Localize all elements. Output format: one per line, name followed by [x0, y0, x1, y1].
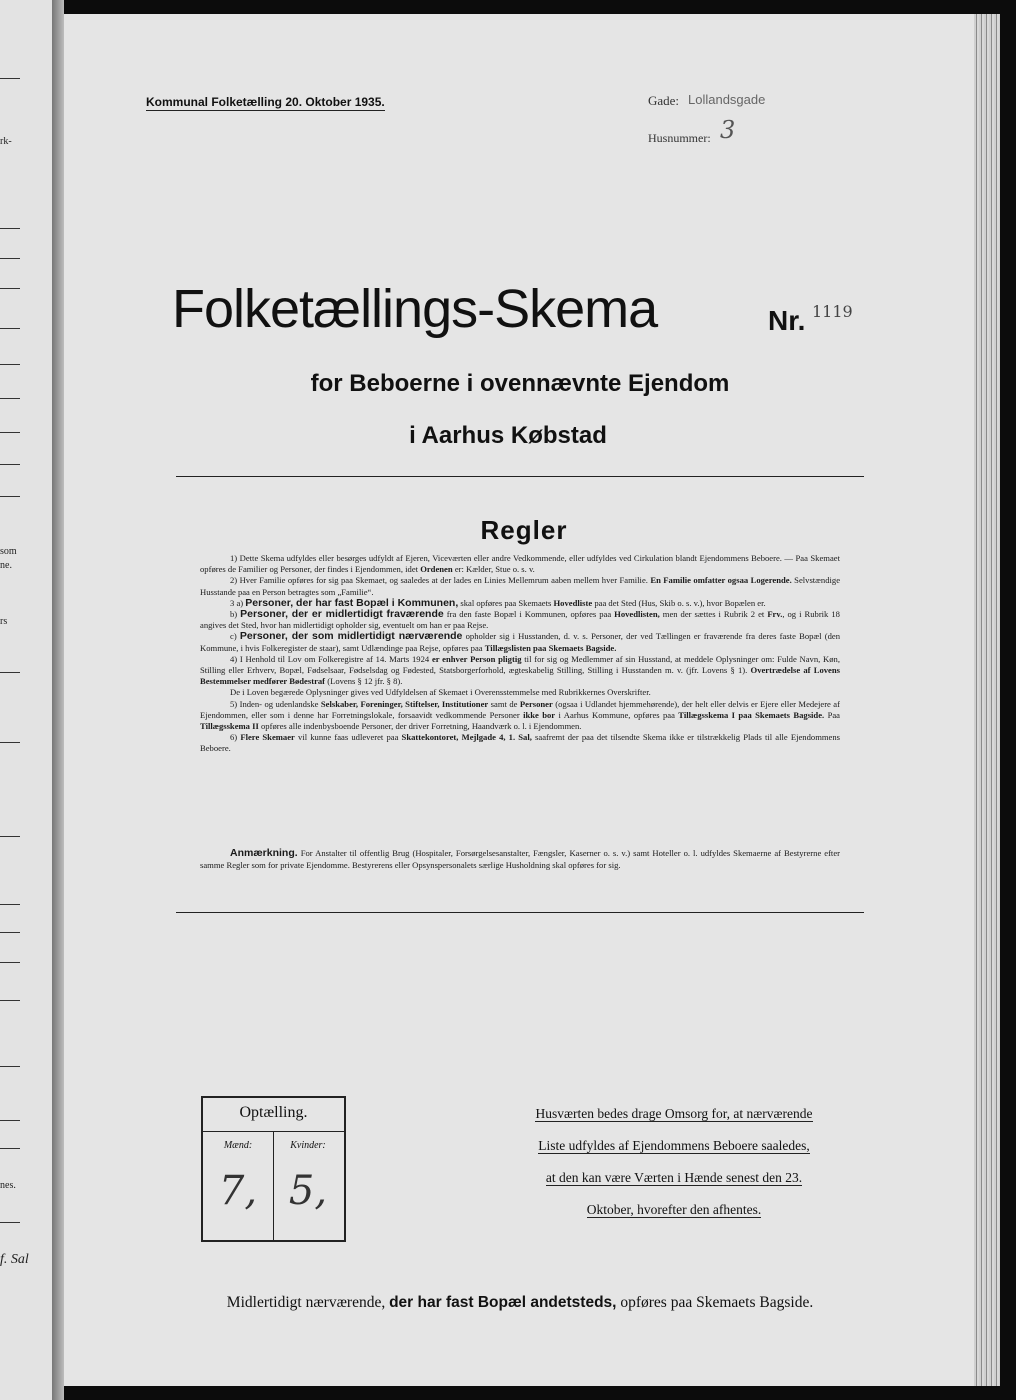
- ruled-line: [0, 288, 20, 289]
- ruled-line: [0, 228, 20, 229]
- divider: [176, 476, 864, 477]
- ruled-line: [0, 496, 20, 497]
- rule-6: 6) Flere Skemaer vil kunne faas udleveret paa Skattekontoret, Mejlgade 4, 1. Sal, saafremt der paa det tilsendte Skema ikke er tilstrækkelig Plads til alle Ejendommens Beboere.: [200, 732, 841, 754]
- men-label: Mænd:: [223, 1140, 253, 1151]
- count-box: [201, 1096, 346, 1242]
- form-title: Folketællings-Skema: [172, 279, 658, 339]
- remark: [200, 848, 840, 871]
- ruled-line: [0, 78, 20, 79]
- form-number-value: 1119: [812, 302, 853, 321]
- footer-note: Midlertidigt nærværende, der har fast Bopæl andetsteds, opføres paa Skemaets Bagside.: [226, 1294, 814, 1311]
- street-value: Lollandsgade: [688, 92, 766, 107]
- page-stack-edge: [974, 14, 1000, 1386]
- ruled-line: [0, 364, 20, 365]
- ruled-line: [0, 328, 20, 329]
- ruled-line: [0, 464, 20, 465]
- form-subtitle: for Beboerne i ovennævnte Ejendom: [310, 370, 730, 397]
- facing-page-edge: [0, 0, 52, 1400]
- rule-3b: b) Personer, der er midlertidigt fraværende fra den faste Bopæl i Kommunen, opføres paa Hovedlisten, men der sættes i Rubrik 2 et Frv., og i Rubrik 18 angives det Sted, hvor han midlertidigt opholder sig, eventuelt om han er paa Rejse.: [200, 608, 840, 631]
- ruled-line: [0, 962, 20, 963]
- facing-page-fragment: rk-: [0, 136, 12, 147]
- facing-page-fragment: rs: [0, 616, 8, 627]
- ruled-line: [0, 1222, 20, 1223]
- form-number-label: Nr.: [768, 305, 806, 336]
- notice-line: Oktober, hvorefter den afhentes.: [586, 1202, 762, 1217]
- census-header: Kommunal Folketælling 20. Oktober 1935.: [146, 95, 385, 109]
- rules-heading: Regler: [480, 515, 568, 545]
- rule-5: 5) Inden- og udenlandske Selskaber, Foreninger, Stiftelser, Institutioner samt de Personer (ogsaa i Udlandet hjemmehørende), der helt eller delvis er Ejere eller Medejere af Ejendommen, eller som i denne har Forretningslokale, forsaavidt vedkommende Personer ikke bor i Aarhus Kommune, opføres paa Tillægsskema I paa Skemaets Bagside. Paa Tillægsskema II opføres alle indenbysboende Personer, der driver Forretning, Haandværk o. l. i Ejendommen.: [200, 698, 840, 732]
- rules-text: [200, 553, 840, 755]
- ruled-line: [0, 1066, 20, 1067]
- rule-4b: De i Loven begærede Oplysninger gives ved Udfyldelsen af Skemaet i Overensstemmelse med Rubrikkernes Overskrifter.: [230, 687, 651, 698]
- women-label: Kvinder:: [290, 1140, 326, 1151]
- ruled-line: [0, 1120, 20, 1121]
- women-count: 5,: [288, 1168, 328, 1214]
- rule-3a: 3 a) Personer, der har fast Bopæl i Kommunen, skal opføres paa Skemaets Hovedliste paa det Sted (Hus, Skib o. s. v.), hvor Bopælen er.: [230, 596, 766, 609]
- rule-4: 4) I Henhold til Lov om Folkeregistre af 14. Marts 1924 er enhver Person pligtig til for sig og Medlemmer af sin Husstand, at meddele Oplysninger om: Fulde Navn, Køn, Stilling eller Erhverv, Bopæl, Fødselsaar, Fødselsdag og Fødested, Statsborgerforhold, ægteskabelig Stilling, Stilling i Husstanden m. v. (jfr. Lovens § 1). Overtrædelse af Lovens Bestemmelser medfører Bødestraf (Lovens § 12 jfr. § 8).: [200, 653, 840, 687]
- count-title: Optælling.: [239, 1104, 308, 1121]
- book-gutter: [52, 0, 64, 1400]
- facing-page-fragment: som: [0, 546, 17, 557]
- divider: [176, 912, 864, 913]
- ruled-line: [0, 932, 20, 933]
- street-label: Gade:: [648, 93, 680, 108]
- house-number-label: Husnummer:: [648, 131, 711, 145]
- ruled-line: [0, 258, 20, 259]
- ruled-line: [0, 836, 20, 837]
- ruled-line: [0, 398, 20, 399]
- notice-line: at den kan være Værten i Hænde senest den 23.: [545, 1170, 803, 1185]
- facing-page-fragment: ne.: [0, 560, 12, 571]
- form-subtitle-city: i Aarhus Købstad: [409, 422, 607, 449]
- landlord-notice: [506, 1098, 842, 1226]
- facing-page-handwriting: f. Sal: [0, 1252, 29, 1267]
- rule-1: 1) Dette Skema udfyldes eller besørges udfyldt af Ejeren, Viceværten eller andre Vedkommende, eller udfyldes ved Cirkulation blandt Ejendommens Beboere. — Paa Skemaet opføres de Familier og Personer, der findes i Ejendommen, idet Ordenen er: Kælder, Stue o. s. v.: [200, 553, 840, 575]
- remark-label: Anmærkning.: [230, 847, 298, 859]
- ruled-line: [0, 1000, 20, 1001]
- notice-line: Liste udfyldes af Ejendommens Beboere saaledes,: [538, 1138, 810, 1153]
- ruled-line: [0, 1148, 20, 1149]
- rule-3c: c) Personer, der som midlertidigt nærværende opholder sig i Husstanden, d. v. s. Personer, der ved Tællingen er fraværende fra deres faste Bopæl (den Kommune, i hvis Folkeregister de staar), samt Udlændinge paa Rejse, opføres paa Tillægslisten paa Skemaets Bagside.: [200, 630, 841, 653]
- house-number-value: 3: [720, 116, 736, 144]
- ruled-line: [0, 742, 20, 743]
- facing-page-fragment: nes.: [0, 1180, 16, 1191]
- men-count: 7,: [218, 1168, 258, 1214]
- ruled-line: [0, 904, 20, 905]
- ruled-line: [0, 672, 20, 673]
- notice-line: Husværten bedes drage Omsorg for, at nærværende: [535, 1106, 813, 1121]
- remark-text: For Anstalter til offentlig Brug (Hospitaler, Forsørgelsesanstalter, Fængsler, Kaserner o. s. v.) samt Hoteller o. l. udfyldes Skemaerne af Bestyrerne efter samme Regler som for private Ejendomme. Bestyrerens eller Opsynspersonalets særlige Husholdning skal opføres for sig.: [200, 848, 840, 870]
- rule-2: 2) Hver Familie opføres for sig paa Skemaet, og saaledes at der lades en Linies Mellemrum aaben mellem hver Familie. En Familie omfatter ogsaa Logerende. Selvstændige Husstande paa en Person betragtes som „Familie“.: [200, 575, 841, 597]
